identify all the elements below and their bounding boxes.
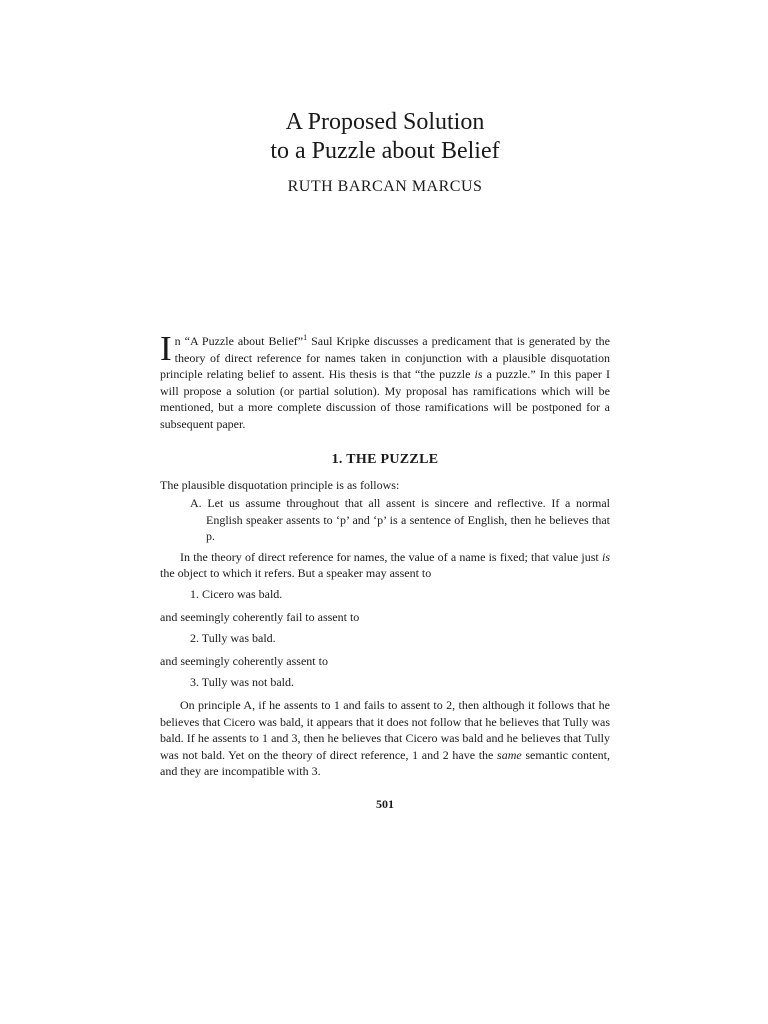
principle-a: A. Let us assume throughout that all assent is sincere and reflective. If a normal English speaker assents to ‘p’ and ‘p’ is a sentence of English, then he believes that p. [190,496,610,543]
page-number: 501 [376,797,394,811]
example-2: 2. Tully was bald. [190,630,276,645]
connector-1: and seemingly coherently fail to assent to [160,610,360,624]
drop-cap: I [160,329,172,368]
lead-sentence: The plausible disquotation principle is as follows: [160,477,400,492]
title-line-1: A Proposed Solution [285,109,485,135]
paragraph-direct-reference: In the theory of direct reference for names, the value of a name is fixed; that value just is the object to which it refers. But a speaker may assent to [160,549,610,580]
paragraph-principle-a: On principle A, if he assents to 1 and fails to assent to 2, then although it follows that he believes that Cicero was bald, it appears that it does not follow that he believes that Tully was bald. If he assents to 1 and 3, then he believes that Cicero was bald and he believes that Tully was not bald. Yet on the theory of direct reference, 1 and 2 have the same semantic content, and they are incompatible with 3. [160,698,610,778]
example-1: 1. Cicero was bald. [190,586,283,601]
title-line-2: to a Puzzle about Belief [270,138,500,164]
intro-paragraph: In “A Puzzle about Belief”$^1$ Saul Kripke discusses a predicament that is generated by the theory of direct reference for names taken in conjunction with a plausible disquotation principle relating belief to assent. His thesis is that “the puzzle is a puzzle.” In this paper I will propose a solution (or partial solution). My proposal has ramifications which will be mentioned, but a more complete discussion of those ramifications will be postponed for a subsequent paper. [160,329,611,431]
connector-2: and seemingly coherently assent to [160,654,328,668]
paper-page [160,0,610,1024]
example-3: 3. Tully was not bald. [190,674,295,689]
paper-title [160,108,610,166]
paper-body [160,329,611,780]
footnote-marker: 1 [303,333,308,342]
section-heading: 1. THE PUZZLE [331,452,439,467]
author-name: RUTH BARCAN MARCUS [287,178,483,195]
